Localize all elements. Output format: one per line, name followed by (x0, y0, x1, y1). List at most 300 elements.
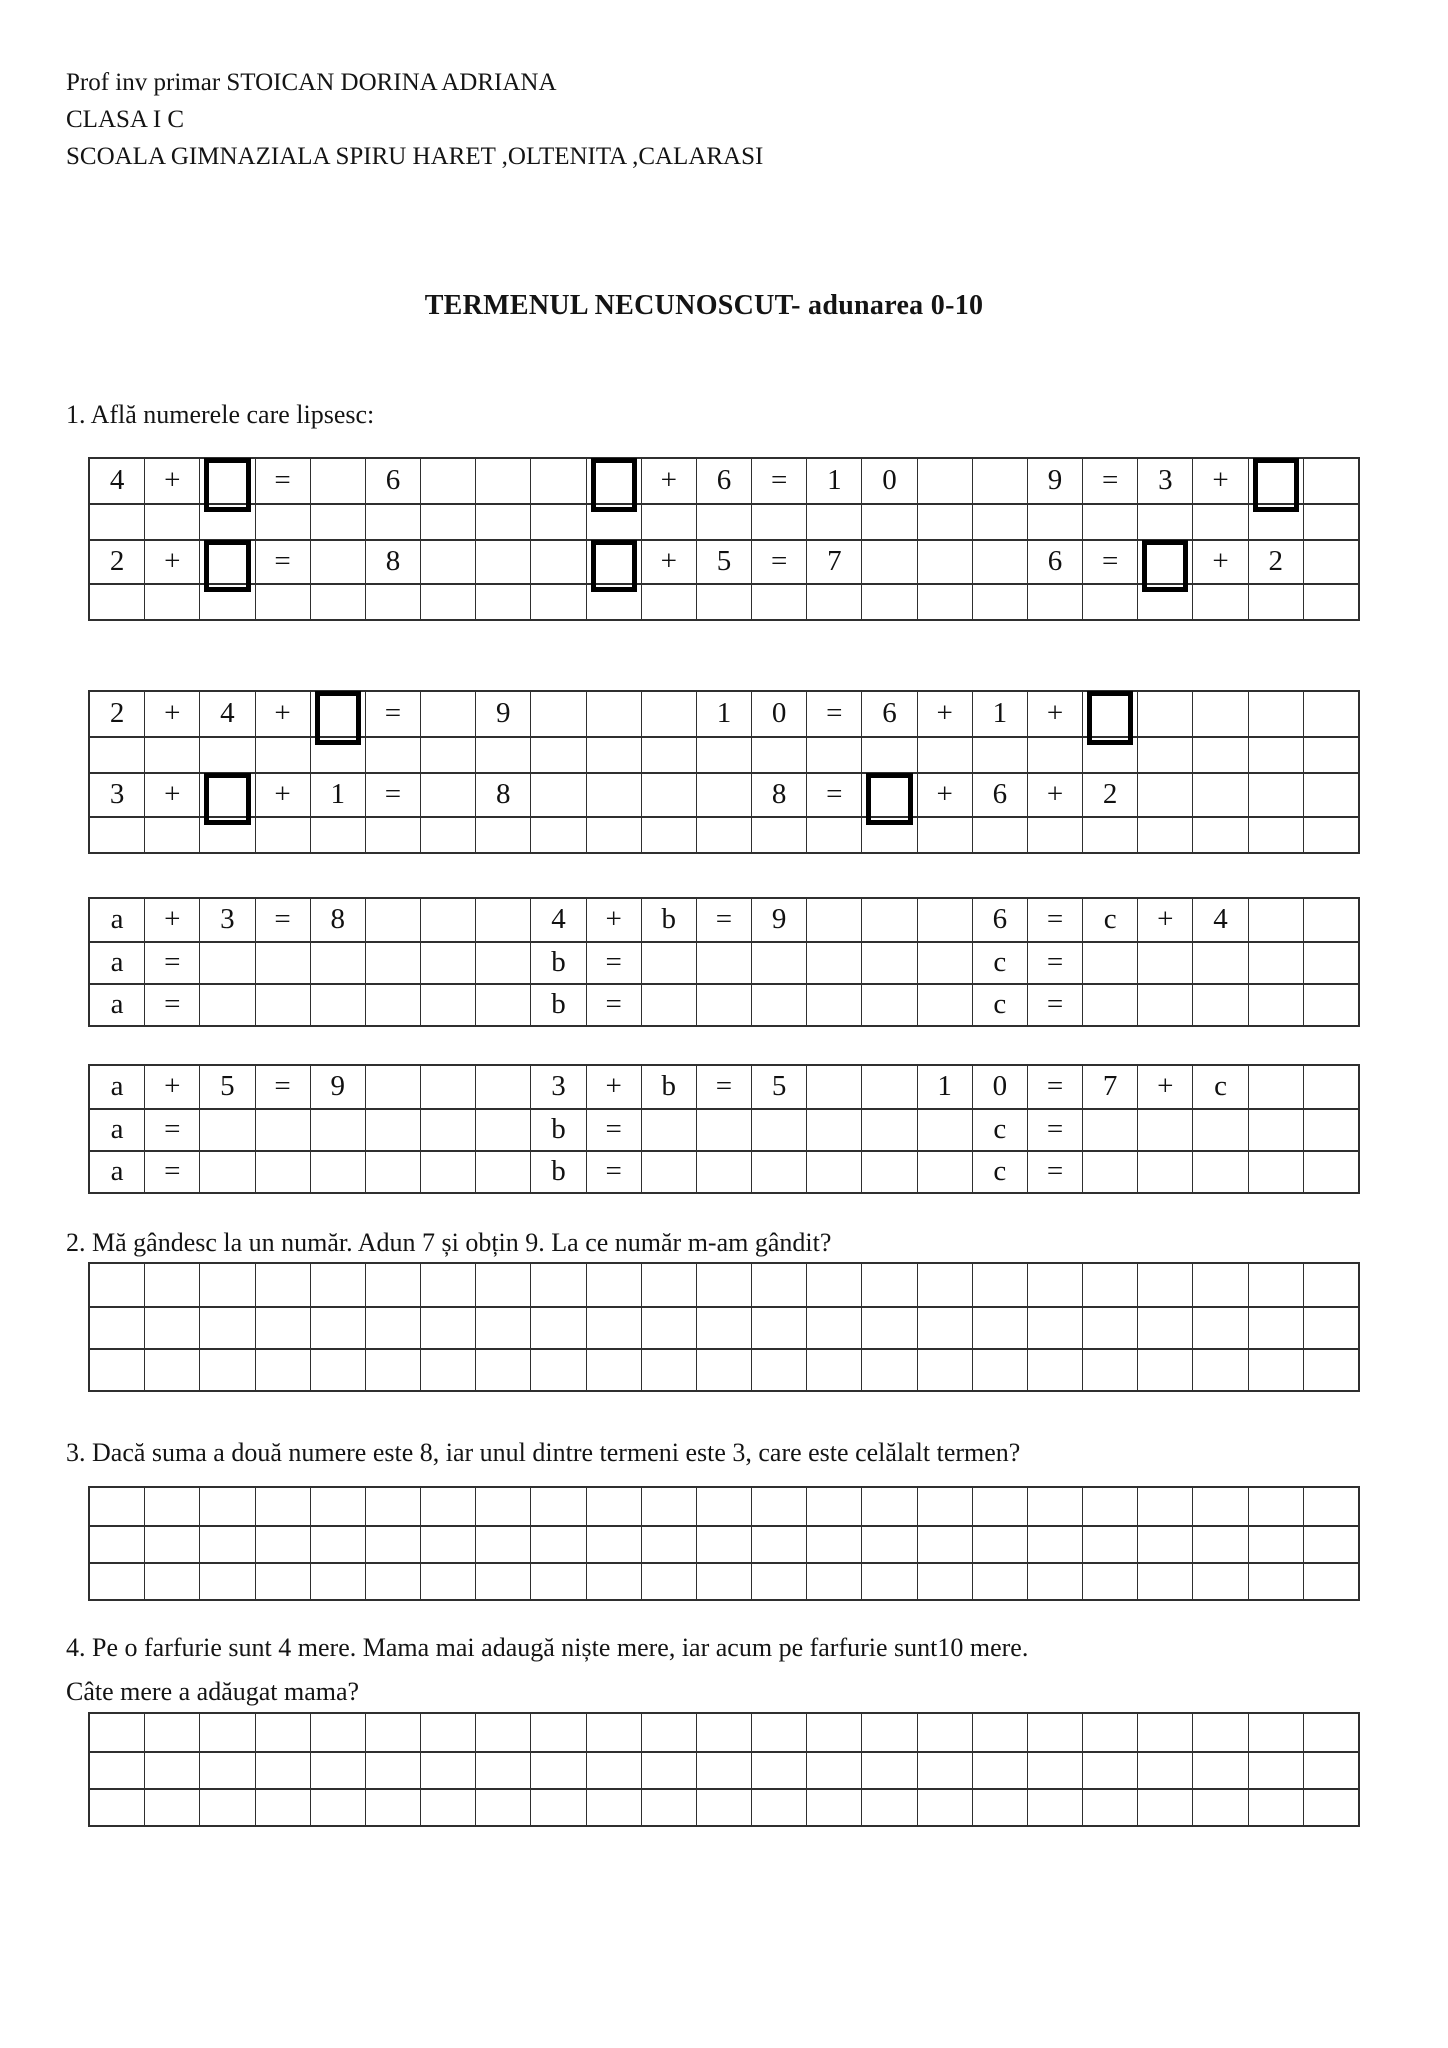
grid-cell (366, 1264, 421, 1306)
grid-cell (476, 985, 531, 1025)
exercise4-line1: 4. Pe o farfurie sunt 4 mere. Mama mai adaugă niște mere, iar acum pe farfurie sunt10 mere. (66, 1633, 1029, 1662)
grid-cell (862, 1564, 917, 1599)
grid-cell (531, 1308, 586, 1348)
cell-value: a (110, 945, 124, 978)
grid-cell (1249, 774, 1304, 816)
grid-cell (587, 1264, 642, 1306)
cell-value: + (164, 902, 181, 935)
grid-cell (1138, 1488, 1193, 1525)
grid-cell (1138, 692, 1193, 736)
grid-cell (476, 541, 531, 583)
grid-cell (1304, 899, 1358, 941)
grid-row (90, 899, 1358, 941)
grid-cell (587, 1564, 642, 1599)
grid-cell (145, 738, 200, 772)
grid-cell (973, 1350, 1028, 1390)
grid-cell (752, 1488, 807, 1525)
cell-value: + (1157, 1069, 1174, 1102)
grid-cell (642, 1790, 697, 1825)
cell-value: c (1103, 902, 1117, 935)
cell-value: + (605, 1069, 622, 1102)
cell-value: 1 (330, 777, 346, 810)
grid-cell (200, 1308, 255, 1348)
exercise1-grid-a (88, 457, 1360, 621)
grid-cell (476, 1790, 531, 1825)
grid-cell (90, 738, 145, 772)
missing-number-box (1142, 540, 1188, 592)
cell-value: 0 (882, 463, 897, 496)
grid-cell (476, 818, 531, 852)
grid-cell (366, 1066, 421, 1108)
grid-cell (752, 774, 807, 816)
grid-cell (752, 692, 807, 736)
grid-cell (918, 943, 973, 983)
grid-cell (1138, 943, 1193, 983)
grid-cell (256, 774, 311, 816)
grid-cell (918, 1753, 973, 1788)
cell-value: c (1214, 1069, 1227, 1102)
grid-cell (1249, 1564, 1304, 1599)
grid-row (90, 459, 1358, 503)
grid-cell (918, 774, 973, 816)
grid-cell (1249, 459, 1304, 503)
grid-cell (531, 692, 586, 736)
grid-row (90, 1525, 1358, 1562)
grid-cell (807, 1564, 862, 1599)
grid-cell (918, 1790, 973, 1825)
grid-cell (1249, 1714, 1304, 1751)
grid-row (90, 1264, 1358, 1306)
grid-cell (1028, 738, 1083, 772)
grid-cell (311, 1308, 366, 1348)
cell-value: = (1046, 987, 1064, 1020)
exercise1-grid-abc-1 (88, 897, 1360, 1027)
class-line: CLASA I C (66, 106, 185, 133)
cell-value: + (1046, 777, 1064, 810)
grid-cell (145, 1527, 200, 1562)
grid-row (90, 539, 1358, 583)
grid-cell (200, 1066, 255, 1108)
grid-cell (531, 1564, 586, 1599)
grid-cell (1304, 1753, 1358, 1788)
grid-cell (918, 585, 973, 619)
grid-cell (587, 1066, 642, 1108)
grid-cell (1083, 774, 1138, 816)
grid-cell (311, 505, 366, 539)
grid-cell (1304, 1527, 1358, 1562)
grid-cell (1138, 1527, 1193, 1562)
grid-cell (421, 505, 476, 539)
grid-cell (973, 1488, 1028, 1525)
grid-cell (697, 505, 752, 539)
missing-number-box (1087, 691, 1133, 745)
cell-value: + (1212, 544, 1229, 577)
grid-cell (642, 692, 697, 736)
grid-cell (1028, 585, 1083, 619)
grid-cell (145, 1564, 200, 1599)
cell-value: + (274, 777, 291, 810)
grid-row (90, 1788, 1358, 1825)
grid-cell (1249, 541, 1304, 583)
grid-cell (1083, 1527, 1138, 1562)
grid-cell (531, 459, 586, 503)
grid-cell (973, 1066, 1028, 1108)
grid-cell (421, 943, 476, 983)
grid-cell (1193, 1753, 1248, 1788)
grid-cell (807, 1527, 862, 1562)
grid-cell (752, 1714, 807, 1751)
grid-cell (697, 1110, 752, 1150)
grid-cell (90, 818, 145, 852)
cell-value: + (605, 902, 622, 935)
grid-cell (862, 1110, 917, 1150)
missing-number-box (204, 458, 250, 512)
grid-cell (807, 1152, 862, 1192)
grid-cell (256, 1264, 311, 1306)
grid-cell (1304, 505, 1358, 539)
grid-cell (200, 943, 255, 983)
cell-value: 1 (992, 696, 1008, 729)
grid-cell (256, 1714, 311, 1751)
grid-cell (200, 738, 255, 772)
grid-cell (311, 985, 366, 1025)
grid-cell (973, 1753, 1028, 1788)
grid-cell (1193, 1152, 1248, 1192)
grid-cell (642, 985, 697, 1025)
exercise2-label: 2. Mă gândesc la un număr. Adun 7 și obțin 9. La ce număr m-am gândit? (66, 1228, 832, 1257)
grid-cell (421, 899, 476, 941)
grid-cell (752, 985, 807, 1025)
grid-cell (1028, 1308, 1083, 1348)
grid-cell (752, 943, 807, 983)
grid-cell (642, 1264, 697, 1306)
grid-cell (200, 1527, 255, 1562)
grid-cell (256, 899, 311, 941)
grid-cell (476, 1714, 531, 1751)
grid-cell (311, 585, 366, 619)
grid-cell (697, 459, 752, 503)
grid-cell (642, 505, 697, 539)
grid-cell (918, 985, 973, 1025)
cell-value: = (715, 902, 733, 935)
grid-cell (1028, 1066, 1083, 1108)
grid-cell (642, 1488, 697, 1525)
cell-value: = (826, 777, 843, 810)
grid-cell (366, 943, 421, 983)
grid-cell (256, 818, 311, 852)
grid-cell (366, 818, 421, 852)
grid-cell (421, 1110, 476, 1150)
grid-cell (1028, 774, 1083, 816)
grid-cell (918, 1714, 973, 1751)
grid-cell (145, 459, 200, 503)
grid-cell (531, 1714, 586, 1751)
grid-cell (1138, 899, 1193, 941)
missing-number-box (204, 540, 250, 592)
exercise1-label: 1. Află numerele care lipsesc: (66, 400, 375, 429)
grid-cell (1193, 1527, 1248, 1562)
grid-cell (918, 1066, 973, 1108)
grid-cell (918, 1152, 973, 1192)
grid-cell (587, 1753, 642, 1788)
grid-cell (697, 585, 752, 619)
grid-cell (531, 1790, 586, 1825)
grid-cell (697, 1264, 752, 1306)
grid-cell (531, 1110, 586, 1150)
grid-cell (366, 585, 421, 619)
grid-cell (421, 1527, 476, 1562)
cell-value: 6 (992, 777, 1008, 810)
grid-cell (90, 1066, 145, 1108)
grid-cell (1249, 1350, 1304, 1390)
grid-cell (1304, 985, 1358, 1025)
grid-cell (531, 541, 586, 583)
grid-cell (862, 459, 917, 503)
grid-cell (90, 774, 145, 816)
grid-cell (752, 1790, 807, 1825)
grid-cell (256, 1527, 311, 1562)
cell-value: 9 (496, 696, 511, 729)
cell-value: 9 (771, 902, 787, 935)
cell-value: = (274, 544, 291, 577)
grid-cell (90, 459, 145, 503)
grid-cell (973, 459, 1028, 503)
grid-cell (1083, 1350, 1138, 1390)
grid-cell (200, 1264, 255, 1306)
grid-cell (697, 1564, 752, 1599)
grid-cell (697, 1753, 752, 1788)
grid-cell (366, 541, 421, 583)
grid-cell (918, 692, 973, 736)
grid-cell (918, 818, 973, 852)
grid-cell (642, 774, 697, 816)
grid-cell (145, 774, 200, 816)
grid-cell (476, 459, 531, 503)
grid-cell (862, 1066, 917, 1108)
grid-cell (145, 692, 200, 736)
grid-cell (90, 1308, 145, 1348)
grid-cell (973, 1152, 1028, 1192)
grid-cell (531, 899, 586, 941)
grid-cell (366, 1790, 421, 1825)
cell-value: a (110, 987, 124, 1020)
grid-cell (90, 899, 145, 941)
grid-cell (1138, 1066, 1193, 1108)
grid-cell (587, 1110, 642, 1150)
grid-cell (697, 818, 752, 852)
grid-row (90, 1488, 1358, 1525)
grid-cell (145, 985, 200, 1025)
grid-row (90, 816, 1358, 852)
cell-value: 8 (385, 544, 401, 577)
grid-cell (587, 692, 642, 736)
grid-cell (642, 1308, 697, 1348)
grid-cell (1193, 505, 1248, 539)
grid-cell (90, 1790, 145, 1825)
grid-cell (421, 692, 476, 736)
cell-value: + (1212, 463, 1229, 496)
grid-cell (697, 541, 752, 583)
grid-cell (1028, 692, 1083, 736)
grid-cell (421, 1488, 476, 1525)
grid-cell (311, 1790, 366, 1825)
grid-cell (366, 1350, 421, 1390)
cell-value: b (661, 1069, 677, 1102)
grid-cell (1249, 692, 1304, 736)
grid-cell (366, 1527, 421, 1562)
grid-cell (476, 1564, 531, 1599)
cell-value: 5 (220, 1069, 235, 1102)
grid-cell (587, 943, 642, 983)
grid-cell (531, 585, 586, 619)
grid-cell (311, 899, 366, 941)
grid-cell (1083, 692, 1138, 736)
grid-cell (256, 505, 311, 539)
teacher-name-line: Prof inv primar STOICAN DORINA ADRIANA (66, 69, 557, 96)
grid-cell (587, 1152, 642, 1192)
grid-cell (1249, 1527, 1304, 1562)
grid-cell (862, 1714, 917, 1751)
grid-cell (807, 1714, 862, 1751)
grid-cell (1304, 738, 1358, 772)
grid-cell (807, 738, 862, 772)
grid-cell (1304, 1488, 1358, 1525)
cell-value: + (164, 544, 181, 577)
grid-cell (366, 1753, 421, 1788)
grid-cell (918, 505, 973, 539)
grid-cell (1193, 585, 1248, 619)
grid-cell (256, 1110, 311, 1150)
grid-cell (918, 899, 973, 941)
grid-cell (642, 1152, 697, 1192)
cell-value: + (274, 696, 291, 729)
cell-value: 3 (1158, 463, 1173, 496)
grid-cell (587, 1714, 642, 1751)
grid-cell (90, 1488, 145, 1525)
grid-cell (200, 985, 255, 1025)
grid-cell (1083, 1308, 1138, 1348)
grid-cell (1249, 899, 1304, 941)
cell-value: = (1046, 945, 1064, 978)
cell-value: 6 (716, 463, 732, 496)
grid-cell (256, 692, 311, 736)
grid-cell (476, 774, 531, 816)
grid-cell (531, 985, 586, 1025)
grid-cell (697, 985, 752, 1025)
grid-cell (256, 738, 311, 772)
grid-cell (200, 1350, 255, 1390)
grid-cell (1083, 1790, 1138, 1825)
grid-cell (1138, 818, 1193, 852)
cell-value: b (661, 902, 677, 935)
exercise3-label: 3. Dacă suma a două numere este 8, iar unul dintre termeni este 3, care este celălalt termen? (66, 1438, 1021, 1467)
grid-row (90, 1066, 1358, 1108)
grid-cell (1028, 943, 1083, 983)
grid-cell (1249, 738, 1304, 772)
grid-cell (642, 738, 697, 772)
grid-cell (642, 1714, 697, 1751)
grid-cell (973, 1564, 1028, 1599)
grid-cell (1028, 899, 1083, 941)
grid-row (90, 692, 1358, 736)
grid-cell (145, 1488, 200, 1525)
grid-cell (1304, 774, 1358, 816)
grid-cell (752, 1350, 807, 1390)
grid-cell (697, 1527, 752, 1562)
grid-cell (90, 1110, 145, 1150)
grid-cell (311, 774, 366, 816)
grid-cell (862, 899, 917, 941)
grid-cell (200, 692, 255, 736)
grid-cell (697, 899, 752, 941)
grid-cell (1249, 943, 1304, 983)
grid-cell (145, 899, 200, 941)
cell-value: + (660, 544, 677, 577)
grid-cell (1249, 1790, 1304, 1825)
grid-cell (311, 1564, 366, 1599)
cell-value: = (605, 1112, 622, 1145)
grid-cell (366, 774, 421, 816)
grid-cell (90, 1527, 145, 1562)
grid-cell (807, 1264, 862, 1306)
grid-row (90, 736, 1358, 772)
grid-cell (1083, 1714, 1138, 1751)
grid-cell (1083, 1753, 1138, 1788)
grid-cell (918, 1350, 973, 1390)
grid-row (90, 1150, 1358, 1192)
grid-cell (256, 1308, 311, 1348)
cell-value: + (936, 696, 953, 729)
grid-cell (752, 1753, 807, 1788)
grid-cell (642, 1350, 697, 1390)
cell-value: 6 (385, 463, 401, 496)
cell-value: 6 (1047, 544, 1063, 577)
grid-cell (1028, 818, 1083, 852)
grid-cell (1304, 1264, 1358, 1306)
grid-cell (200, 459, 255, 503)
grid-cell (973, 1790, 1028, 1825)
grid-cell (1083, 585, 1138, 619)
cell-value: 6 (882, 696, 897, 729)
grid-cell (807, 1308, 862, 1348)
grid-cell (145, 943, 200, 983)
grid-cell (200, 1753, 255, 1788)
cell-value: c (993, 945, 1007, 978)
cell-value: = (274, 902, 291, 935)
grid-cell (311, 1152, 366, 1192)
grid-cell (587, 774, 642, 816)
grid-cell (1249, 818, 1304, 852)
grid-cell (366, 1488, 421, 1525)
grid-cell (862, 1753, 917, 1788)
grid-cell (1193, 1264, 1248, 1306)
grid-cell (90, 943, 145, 983)
cell-value: = (384, 777, 402, 810)
grid-cell (973, 818, 1028, 852)
grid-cell (145, 1110, 200, 1150)
cell-value: 2 (109, 544, 125, 577)
grid-cell (807, 774, 862, 816)
grid-cell (973, 1264, 1028, 1306)
grid-cell (476, 1753, 531, 1788)
grid-cell (1304, 1152, 1358, 1192)
grid-cell (256, 985, 311, 1025)
missing-number-box (591, 540, 637, 592)
grid-cell (1083, 1110, 1138, 1150)
grid-cell (421, 985, 476, 1025)
grid-cell (862, 585, 917, 619)
grid-cell (642, 1564, 697, 1599)
